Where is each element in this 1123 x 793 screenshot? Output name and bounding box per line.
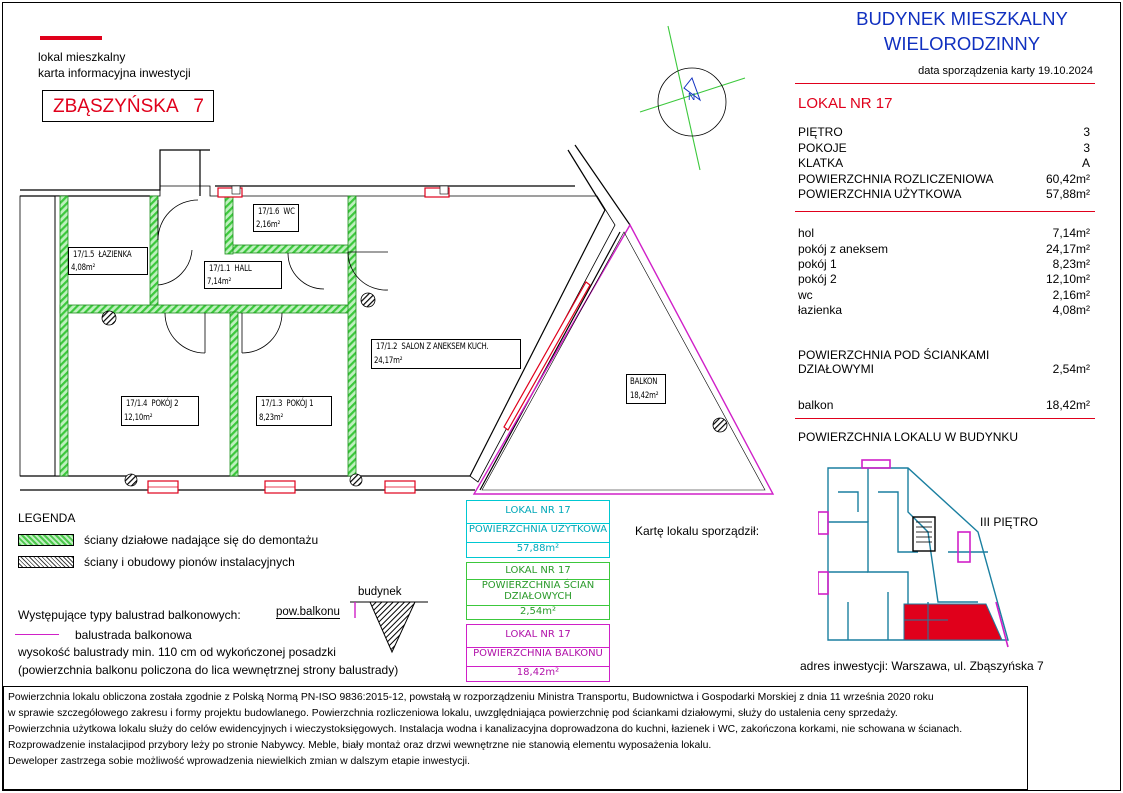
- balcony-separator: [795, 418, 1095, 419]
- section-balcony-label: pow.balkonu: [276, 606, 340, 618]
- note-line-3: Powierzchnia użytkowa lokalu służy do celów ewidencyjnych i wieczystoksięgowych. Instalacja wodna i kanalizacyjna doprowadzona do kuchni, łazienek i WC, zakończona korkami, nie schowana w ścianach.: [8, 724, 963, 735]
- legend-title: LEGENDA: [18, 511, 76, 525]
- partition-label-line1: POWIERZCHNIA POD ŚCIANKAMI: [798, 348, 990, 362]
- info-row-floor: PIĘTRO 3: [798, 125, 1090, 139]
- note-line-2: w sprawie szczegółowego zakresu i formy projektu budowlanego. Powierzchnia rozliczeniowa lokalu, uwzględniająca powierzchnię pod ściankami działowymi, służy do ustalenia ceny sprzedaży.: [8, 708, 898, 719]
- legend-demolishable: ściany działowe nadające się do demontażu: [84, 533, 319, 547]
- balustrade-item: balustrada balkonowa: [75, 628, 192, 642]
- room-label-balcony: BALKON 18,42m²: [626, 374, 666, 404]
- legend-green-swatch: [18, 534, 74, 546]
- room-label-hall: 17/1.1 HALL 7,14m²: [204, 261, 282, 289]
- room-row-room1: pokój 1 8,23m²: [798, 257, 1090, 271]
- room-label-living: 17/1.2 SALON Z ANEKSEM KUCH. 24,17m²: [371, 339, 521, 369]
- info-row-billing-area: POWIERZCHNIA ROZLICZENIOWA 60,42m²: [798, 172, 1090, 186]
- floor-label: III PIĘTRO: [980, 515, 1039, 529]
- subtitle-line1: lokal mieszkalny: [38, 50, 126, 64]
- note-line-4: Rozprowadzenie instalacjipod przybory leży po stronie Nabywcy. Meble, biały montaż oraz drzwi wewnętrzne nie stanowią elementu wyposażenia lokalu.: [8, 740, 712, 751]
- info-row-staircase: KLATKA A: [798, 156, 1090, 170]
- building-key-plan: [818, 452, 1018, 652]
- room-label-room1: 17/1.3 POKÓJ 1 8,23m²: [256, 396, 332, 426]
- balustrade-height: wysokość balustrady min. 110 cm od wykończonej posadzki: [18, 645, 336, 659]
- balustrade-section-sketch: [340, 598, 430, 656]
- prepared-by: Kartę lokalu sporządził:: [635, 524, 760, 538]
- room-row-bathroom: łazienka 4,08m²: [798, 303, 1090, 317]
- location-title: POWIERZCHNIA LOKALU W BUDYNKU: [798, 430, 1019, 444]
- subtitle-line2: karta informacyjna inwestycji: [38, 66, 191, 80]
- info-row-usable-area: POWIERZCHNIA UŻYTKOWA 57,88m²: [798, 187, 1090, 201]
- info-row-rooms: POKOJE 3: [798, 141, 1090, 155]
- room-label-bathroom: 17/1.5 ŁAZIENKA 4,08m²: [68, 247, 148, 275]
- balustrade-note: (powierzchnia balkonu policzona do lica wewnętrznej strony balustrady): [18, 663, 399, 677]
- building-title-line1: BUDYNEK MIESZKALNY: [856, 8, 1068, 29]
- legal-notes: [3, 686, 1028, 790]
- room-row-hall: hol 7,14m²: [798, 226, 1090, 240]
- compass-north-label: N: [688, 92, 696, 103]
- balustrade-title: Występujące typy balustrad balkonowych:: [18, 608, 241, 622]
- note-line-1: Powierzchnia lokalu obliczona została zgodnie z Polską Normą PN-ISO 9836:2015-12, powstałą w rozporządzeniu Ministra Transportu, Budownictwa i Gospodarki Morskiej z dnia 11 września 2020 roku: [8, 692, 934, 703]
- legend-installation: ściany i obudowy pionów instalacyjnych: [84, 555, 295, 569]
- header-separator: [795, 83, 1095, 84]
- partition-label-line2: DZIAŁOWYMI: [798, 362, 875, 376]
- building-title-line2: WIELORODZINNY: [883, 33, 1041, 54]
- room-label-wc: 17/1.6 WC 2,16m²: [253, 204, 299, 232]
- room-row-living: pokój z aneksem 24,17m²: [798, 242, 1090, 256]
- legend-hatch-swatch: [18, 556, 74, 568]
- investment-address: adres inwestycji: Warszawa, ul. Zbąszyńska 7: [800, 659, 1044, 673]
- balustrade-swatch: [15, 634, 59, 635]
- card-date: data sporządzenia karty 19.10.2024: [918, 65, 1093, 77]
- summary-box-balcony: LOKAL NR 17 POWIERZCHNIA BALKONU 18,42m²: [466, 624, 610, 682]
- info-separator: [795, 211, 1095, 212]
- partition-value: 2,54m²: [1052, 362, 1090, 376]
- room-row-room2: pokój 2 12,10m²: [798, 272, 1090, 286]
- street-box: ZBĄSZYŃSKA 7: [42, 90, 214, 122]
- unit-highlight: [904, 604, 1002, 640]
- unit-title: LOKAL NR 17: [798, 95, 893, 112]
- balcony-row: balkon 18,42m²: [798, 398, 1090, 412]
- room-row-wc: wc 2,16m²: [798, 288, 1090, 302]
- summary-box-usable: LOKAL NR 17 POWIERZCHNIA UŻYTKOWA 57,88m²: [466, 500, 610, 558]
- note-line-5: Deweloper zastrzega sobie możliwość wprowadzenia niewielkich zmian w dalszym etapie inwestycji.: [8, 756, 470, 767]
- summary-box-partitions: LOKAL NR 17 POWIERZCHNIA ŚCIAN DZIAŁOWYCH 2,54m²: [466, 562, 610, 620]
- room-label-room2: 17/1.4 POKÓJ 2 12,10m²: [121, 396, 199, 426]
- section-building-label: budynek: [358, 586, 402, 598]
